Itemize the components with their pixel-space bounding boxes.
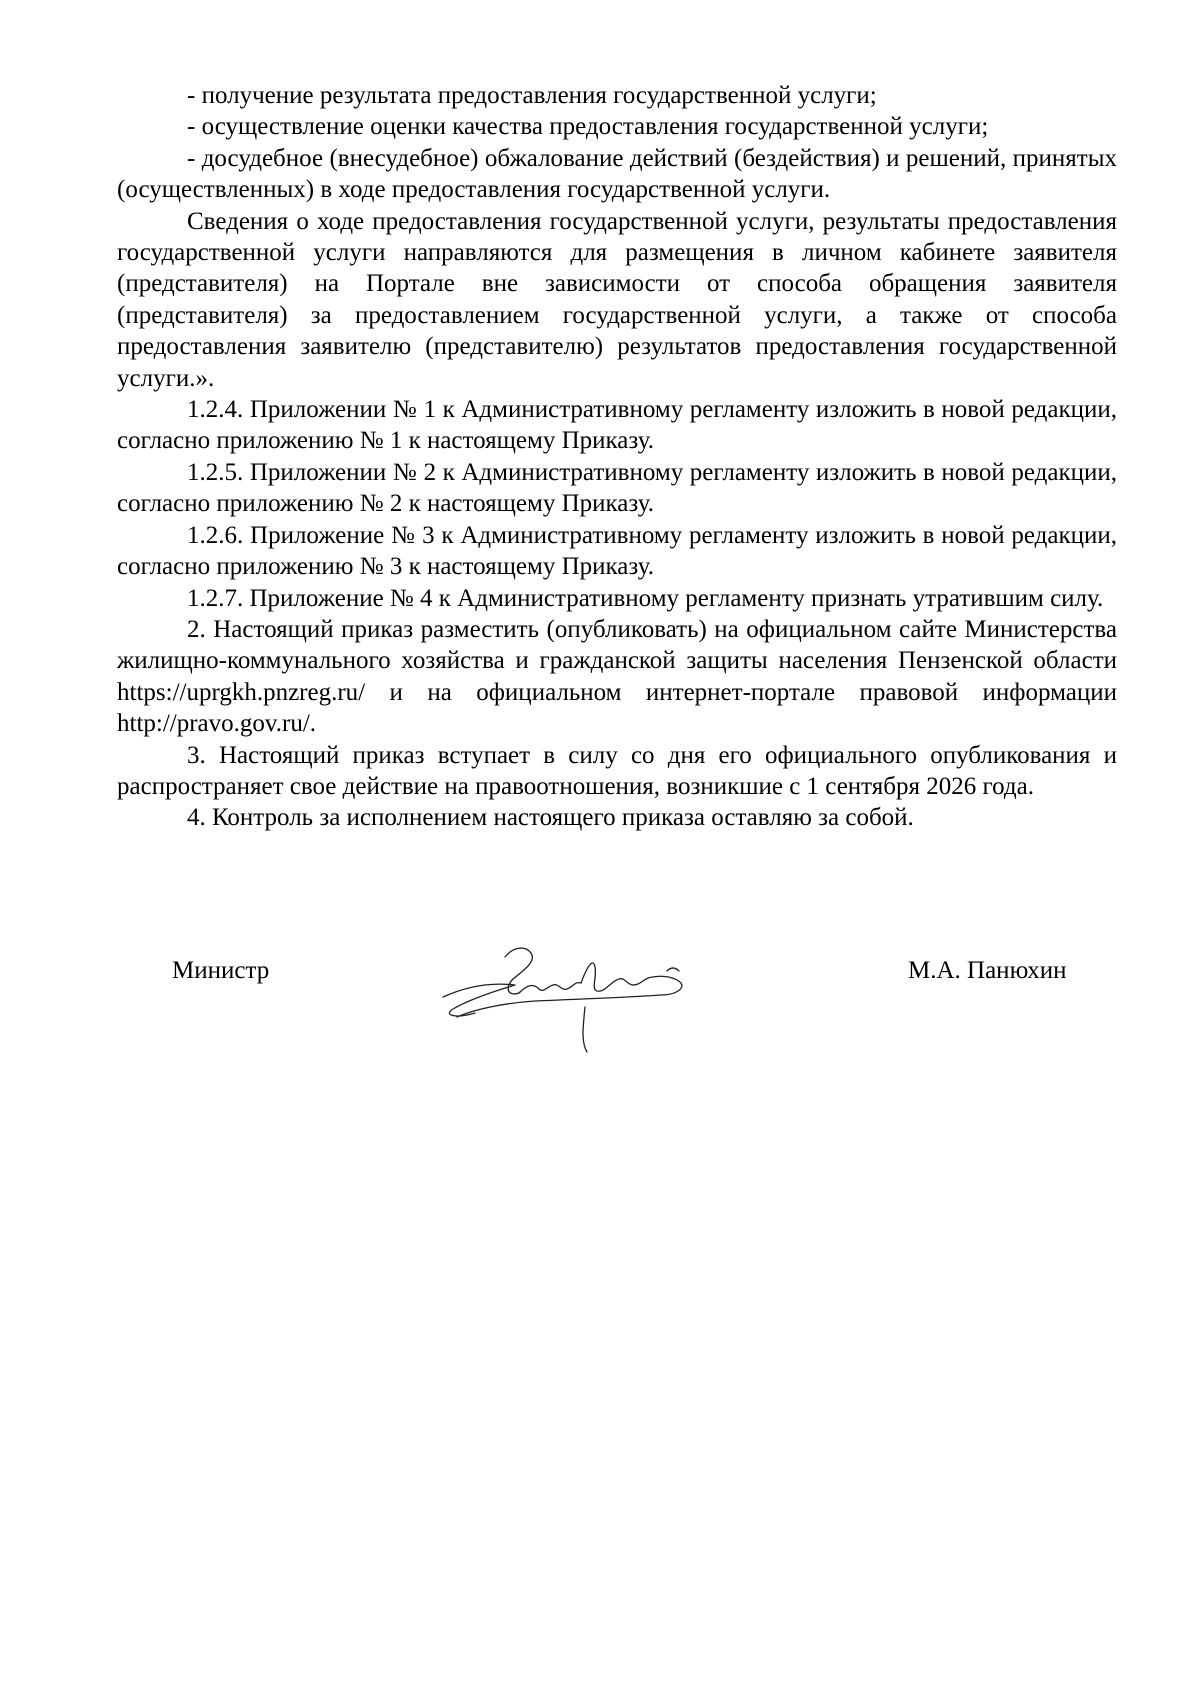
paragraph-quality-assessment: - осуществление оценки качества предоставления государственной услуги; — [187, 113, 989, 141]
paragraph-pretrial-appeal: - досудебное (внесудебное) обжалование действий (бездействия) и решений, принятых (осуществленных) в ходе предоставления государственной услуги. — [117, 144, 1117, 204]
paragraph-item-4-control: 4. Контроль за исполнением настоящего приказа оставляю за собой. — [187, 804, 914, 832]
paragraph-item-1-2-4: 1.2.4. Приложении № 1 к Административному регламенту изложить в новой редакции, согласно приложению № 1 к настоящему Приказу. — [117, 396, 1117, 455]
paragraph-item-1-2-7: 1.2.7. Приложение № 4 к Административному регламенту признать утратившим силу. — [187, 584, 1104, 612]
document-body — [117, 80, 1117, 834]
signatory-role: Министр — [172, 957, 270, 984]
signatory-name: М.А. Панюхин — [908, 957, 1067, 984]
paragraph-result-receipt: - получение результата предоставления государственной услуги; — [187, 82, 877, 109]
paragraph-item-2-publication: 2. Настоящий приказ разместить (опубликовать) на официальном сайте Министерства жилищно-коммунального хозяйства и гражданской защиты населения Пензенской области https://uprgkh.pnzreg.ru/ и на официальном интернет-портале правовой информации http://pravo.gov.ru/. — [117, 615, 1117, 738]
paragraph-item-3-effective-date: 3. Настоящий приказ вступает в силу со дня его официального опубликования и распространяет свое действие на правоотношения, возникшие с 1 сентября 2026 года. — [117, 741, 1117, 800]
handwritten-signature — [435, 927, 715, 1067]
paragraph-service-progress-info: Сведения о ходе предоставления государственной услуги, результаты предоставления государственной услуги направляются для размещения в личном кабинете заявителя (представителя) на Портале вне зависимости от способа обращения заявителя (представителя) за предоставлением государственной услуги, а также от способа предоставления заявителю (представителю) результатов предоставления государственной услуги.». — [117, 207, 1117, 392]
paragraph-item-1-2-6: 1.2.6. Приложение № 3 к Административному регламенту изложить в новой редакции, согласно приложению № 3 к настоящему Приказу. — [117, 521, 1117, 581]
paragraph-item-1-2-5: 1.2.5. Приложении № 2 к Административному регламенту изложить в новой редакции, согласно приложению № 2 к настоящему Приказу. — [117, 458, 1117, 518]
signature-block — [0, 955, 1200, 1065]
